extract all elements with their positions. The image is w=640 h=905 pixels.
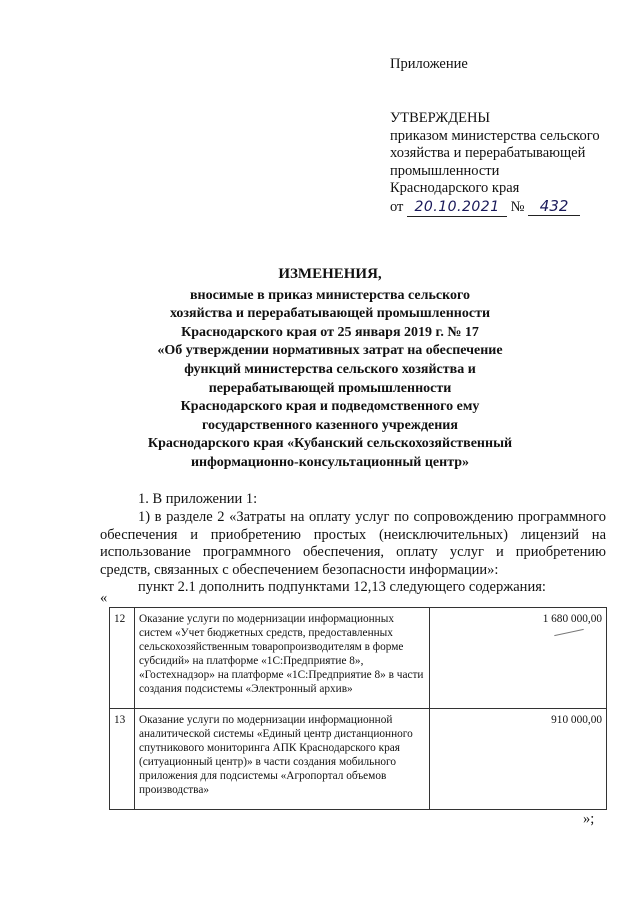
point-text: пункт 2.1 дополнить подпунктами 12,13 следующего содержания: (138, 579, 546, 595)
quote-close: »; (583, 811, 595, 827)
table-row (110, 709, 607, 810)
paragraph-line: использование программного обеспечения, оплату услуг и приобретению (100, 544, 606, 560)
title-line: Краснодарского края «Кубанский сельскохозяйственный (147, 436, 513, 452)
handwritten-number: 432 (528, 198, 580, 217)
title-line: перерабатывающей промышленности (208, 380, 452, 396)
row-amount-cell (430, 608, 607, 709)
title-line: государственного казенного учреждения (202, 417, 458, 433)
row-amount-cell (430, 709, 607, 810)
title-main: ИЗМЕНЕНИЯ, (278, 266, 382, 282)
paragraph-line: средств, связанных с обеспечением безопасности информации»: (100, 561, 499, 578)
title-line: «Об утверждении нормативных затрат на обеспечение (157, 343, 503, 359)
approved-heading: УТВЕРЖДЕНЫ (390, 110, 491, 126)
row-description: Оказание услуги по модернизации информационных систем «Учет бюджетных средств, предоставленных сельскохозяйственным товаропроизводителям в форме субсидий» на платформе «1С:Предприятие 8», «Гостехнадзор» на платформе «1С:Предприятие 8» в части создания подсистемы «Электронный архив» (135, 608, 430, 709)
row-amount: 1 680 000,00 (542, 613, 602, 625)
row-amount: 910 000,00 (551, 714, 602, 726)
row-description: Оказание услуги по модернизации информационной аналитической системы «Единый центр дистанционного спутникового мониторинга АПК Краснодарского края (ситуационный центр)» в части создания мобильного приложения для подсистемы «Агропортал объемов производства» (135, 709, 430, 810)
approval-block (390, 110, 600, 217)
approved-line: приказом министерства сельского (390, 127, 600, 144)
table-row (110, 608, 607, 709)
title-line: информационно-консультационный центр» (190, 454, 470, 470)
date-prefix: от (390, 198, 404, 215)
title-line: Краснодарского края и подведомственного ему (180, 399, 480, 415)
appendix-label: Приложение (390, 56, 468, 72)
title-line: вносимые в приказ министерства сельского (190, 287, 470, 303)
paragraph-line: 1) в разделе 2 «Затраты на оплату услуг по сопровождению программного (138, 509, 606, 525)
row-number: 13 (110, 709, 135, 810)
quote-open: « (100, 590, 108, 606)
body-paragraph (100, 509, 606, 579)
title-line: функций министерства сельского хозяйства и (184, 361, 476, 377)
point-line (100, 579, 606, 597)
title-line: хозяйства и перерабатывающей промышленности (169, 306, 491, 322)
approved-line: промышленности (390, 162, 500, 179)
items-table (109, 607, 607, 810)
row-number: 12 (110, 608, 135, 709)
body-item-1 (100, 491, 606, 509)
document-title (95, 265, 565, 473)
order-date-number-row (390, 198, 600, 218)
item-1-text: 1. В приложении 1: (138, 491, 258, 507)
number-prefix: № (510, 198, 525, 215)
approved-line: Краснодарского края (390, 180, 520, 196)
approved-line: хозяйства и перерабатывающей (390, 145, 586, 161)
title-line: Краснодарского края от 25 января 2019 г. № 17 (181, 324, 479, 340)
paragraph-line: обеспечения и приобретению простых (неисключительных) лицензий на (100, 526, 606, 543)
handwritten-date: 20.10.2021 (407, 199, 507, 218)
pen-mark (554, 629, 584, 636)
